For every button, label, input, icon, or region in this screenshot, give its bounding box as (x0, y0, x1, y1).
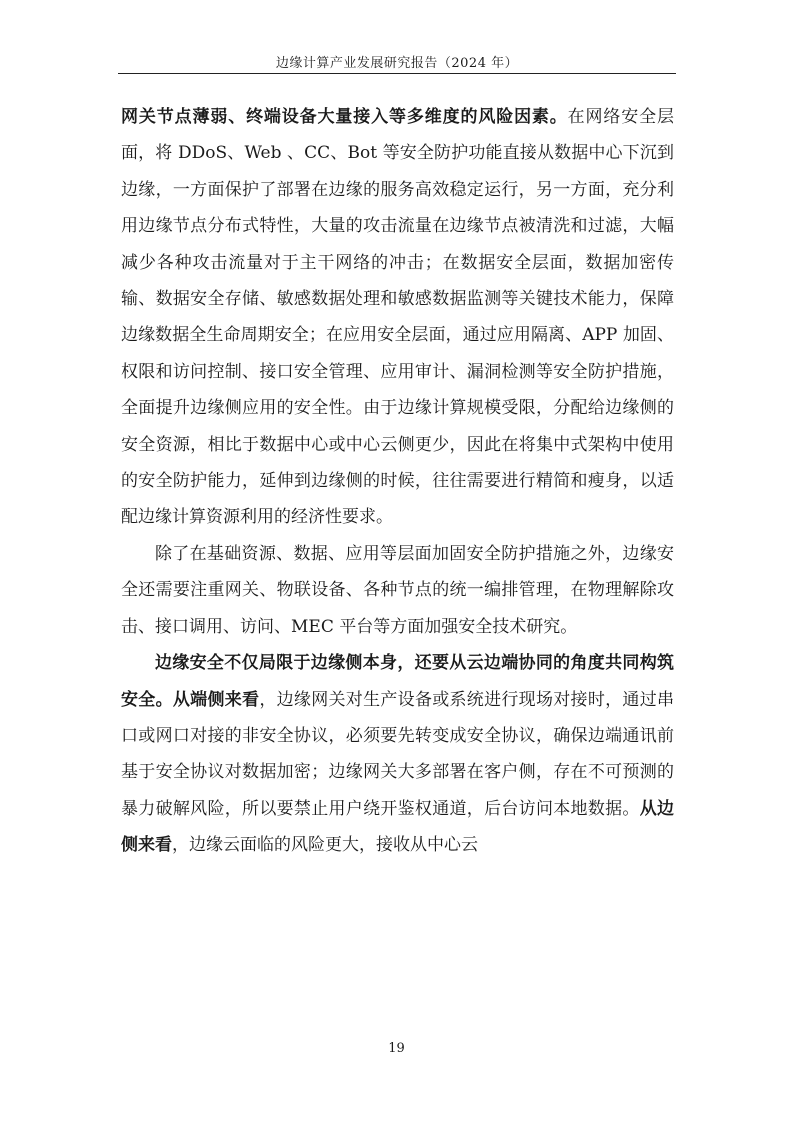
paragraph-unified-management (121, 536, 674, 645)
bold-device-side-heading: 从端侧来看 (172, 689, 260, 710)
body-text: ，边缘云面临的风险更大，接收从中心云 (172, 835, 478, 856)
header-divider (118, 73, 676, 74)
bold-lead-text: 网关节点薄弱、终端设备大量接入等多维度的风险因素。 (121, 107, 568, 127)
bold-edge-side-heading: 从边侧来看 (121, 798, 675, 856)
document-body (121, 99, 674, 864)
body-text: ，边缘网关对生产设备或系统进行现场对接时，通过串口或网口对接的非安全协议，必须要先转变成安全协议，确保边端通讯前基于安全协议对数据加密；边缘网关大多部署在客户侧，存在不可预测的暴力破解风险，所以要禁止用户绕开鉴权通道，后台访问本地数据。 (121, 689, 675, 819)
paragraph-cloud-edge-device (121, 645, 674, 863)
running-header: 边缘计算产业发展研究报告（2024 年） (275, 56, 519, 71)
body-text: 除了在基础资源、数据、应用等层面加固安全防护措施之外，边缘安全还需要注重网关、物联设备、各种节点的统一编排管理，在物理解除攻击、接口调用、访问、MEC 平台等方面加强安全技术研究。 (121, 543, 674, 637)
body-text: 在网络安全层面，将 DDoS、Web 、CC、Bot 等安全防护功能直接从数据中心下沉到边缘，一方面保护了部署在边缘的服务高效稳定运行，另一方面，充分利用边缘节点分布式特性，大量的攻击流量在边缘节点被清洗和过滤，大幅减少各种攻击流量对于主干网络的冲击；在数据安全层面，数据加密传输、数据安全存储、敏感数据处理和敏感数据监测等关键技术能力，保障边缘数据全生命周期安全；在应用安全层面，通过应用隔离、APP 加固、权限和访问控制、接口安全管理、应用审计、漏洞检测等安全防护措施，全面提升边缘侧应用的安全性。由于边缘计算规模受限，分配给边缘侧的安全资源，相比于数据中心或中心云侧更少，因此在将集中式架构中使用的安全防护能力，延伸到边缘侧的时候，往往需要进行精简和瘦身，以适配边缘计算资源利用的经济性要求。 (121, 107, 675, 528)
page-number: 19 (388, 1041, 405, 1056)
bold-topic-sentence: 边缘安全不仅局限于边缘侧本身，还要从云边端协同的角度共同构筑安全。 (121, 653, 674, 710)
paragraph-network-security (121, 99, 674, 536)
